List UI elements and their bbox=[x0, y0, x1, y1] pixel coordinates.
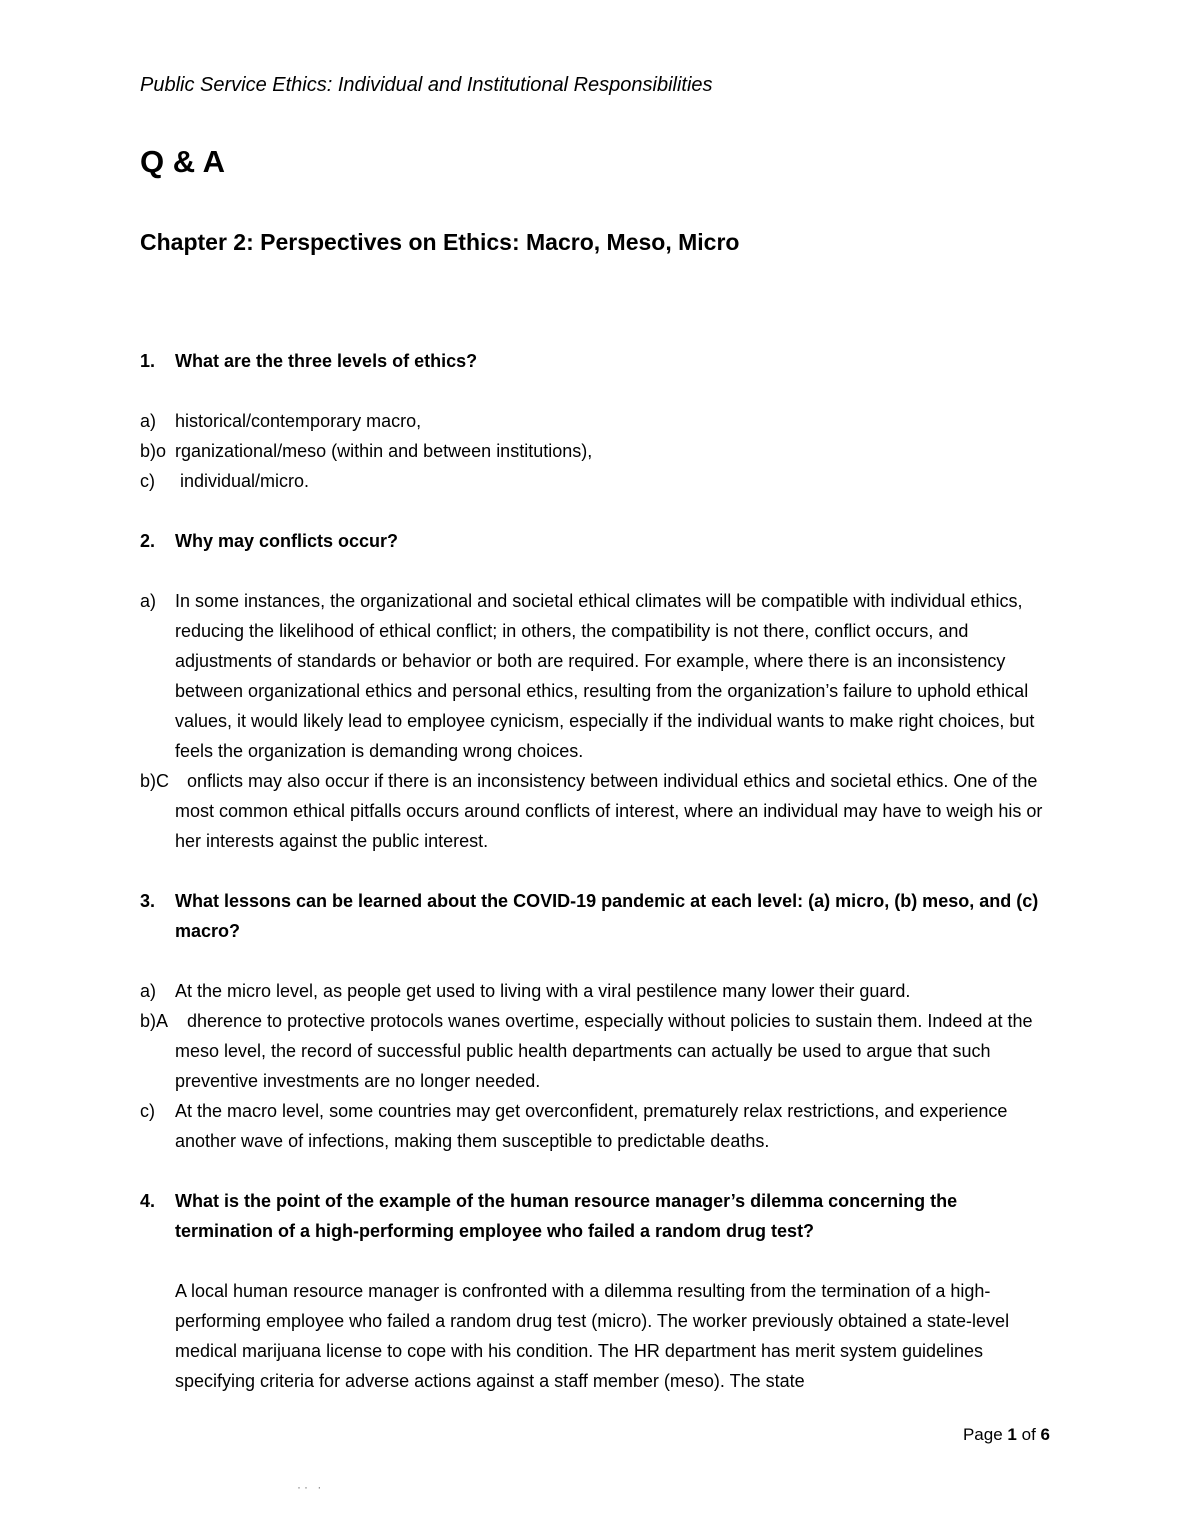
answer-item bbox=[140, 1096, 1052, 1156]
question-2 bbox=[140, 526, 1052, 556]
question-text: What lessons can be learned about the COVID-19 pandemic at each level: (a) micro, (b) meso, and (c) macro? bbox=[175, 891, 1039, 941]
chapter-title: Chapter 2: Perspectives on Ethics: Macro, Meso, Micro bbox=[140, 229, 740, 255]
answer-list-3 bbox=[140, 976, 1052, 1156]
answer-text: onflicts may also occur if there is an inconsistency between individual ethics and societal ethics. One of the most common ethical pitfalls occurs around conflicts of interest, where an individual may have to weigh his or her interests against the public interest. bbox=[175, 771, 1043, 851]
answer-text: historical/contemporary macro, bbox=[175, 411, 422, 431]
page-word: Page bbox=[962, 1425, 1003, 1444]
question-text: What is the point of the example of the human resource manager’s dilemma concerning the termination of a high-performing employee who failed a random drug test? bbox=[175, 1191, 958, 1241]
answer-item bbox=[140, 1006, 1052, 1096]
question-text: Why may conflicts occur? bbox=[175, 531, 399, 551]
qa-section bbox=[140, 346, 1052, 1396]
question-number: 3. bbox=[140, 891, 156, 911]
answer-paragraph: A local human resource manager is confronted with a dilemma resulting from the termination of a high-performing employee who failed a random drug test (micro). The worker previously obtained a state-level medical marijuana license to cope with his condition. The HR department has merit system guidelines specifying criteria for adverse actions against a staff member (meso). The state bbox=[175, 1281, 1010, 1391]
answer-text: individual/micro. bbox=[180, 471, 310, 491]
answer-text: At the micro level, as people get used to living with a viral pestilence many lower their guard. bbox=[175, 981, 911, 1001]
scan-specks: ·· · bbox=[297, 1480, 325, 1494]
question-number: 4. bbox=[140, 1191, 156, 1211]
question-number: 1. bbox=[140, 351, 156, 371]
answer-list-2 bbox=[140, 586, 1052, 856]
answer-marker: a) bbox=[140, 981, 157, 1001]
answer-item bbox=[140, 766, 1052, 856]
answer-marker: b)C bbox=[140, 771, 170, 791]
answer-marker: c) bbox=[140, 1101, 155, 1121]
question-text: What are the three levels of ethics? bbox=[175, 351, 478, 371]
answer-item bbox=[140, 586, 1052, 766]
answer-marker: a) bbox=[140, 591, 157, 611]
answer-text: dherence to protective protocols wanes overtime, especially without policies to sustain them. Indeed at the meso level, the record of successful public health departments can actually be used to argue that such preventive investments are no longer needed. bbox=[175, 1011, 1033, 1091]
answer-text: In some instances, the organizational and societal ethical climates will be compatible with individual ethics, reducing the likelihood of ethical conflict; in others, the compatibility is not there, conflict occurs, and adjustments of standards or behavior or both are required. For example, where there is an inconsistency between organizational ethics and personal ethics, resulting from the organization’s failure to uphold ethical values, it would likely lead to employee cynicism, especially if the individual wants to make right choices, but feels the organization is demanding wrong choices. bbox=[175, 591, 1035, 761]
answer-marker: b)o bbox=[140, 441, 167, 461]
answer-marker: b)A bbox=[140, 1011, 169, 1031]
answer-text: At the macro level, some countries may get overconfident, prematurely relax restrictions, and experience another wave of infections, making them susceptible to predictable deaths. bbox=[175, 1101, 1008, 1151]
document-title: Q & A bbox=[140, 144, 225, 179]
running-head: Public Service Ethics: Individual and Institutional Responsibilities bbox=[140, 74, 713, 96]
current-page-number: 1 bbox=[1007, 1425, 1017, 1444]
question-1 bbox=[140, 346, 1052, 376]
question-3 bbox=[140, 886, 1052, 946]
total-pages-number: 6 bbox=[1040, 1425, 1050, 1444]
question-number: 2. bbox=[140, 531, 156, 551]
of-word: of bbox=[1021, 1425, 1036, 1444]
answer-item bbox=[140, 406, 1052, 436]
answer-item bbox=[140, 436, 1052, 466]
answer-text: rganizational/meso (within and between institutions), bbox=[175, 441, 593, 461]
answer-item bbox=[140, 466, 1052, 496]
answer-marker: c) bbox=[140, 471, 155, 491]
answer-marker: a) bbox=[140, 411, 157, 431]
page-footer bbox=[963, 1422, 1050, 1448]
question-4 bbox=[140, 1186, 1052, 1246]
answer-list-1 bbox=[140, 406, 1052, 496]
answer-item bbox=[140, 976, 1052, 1006]
